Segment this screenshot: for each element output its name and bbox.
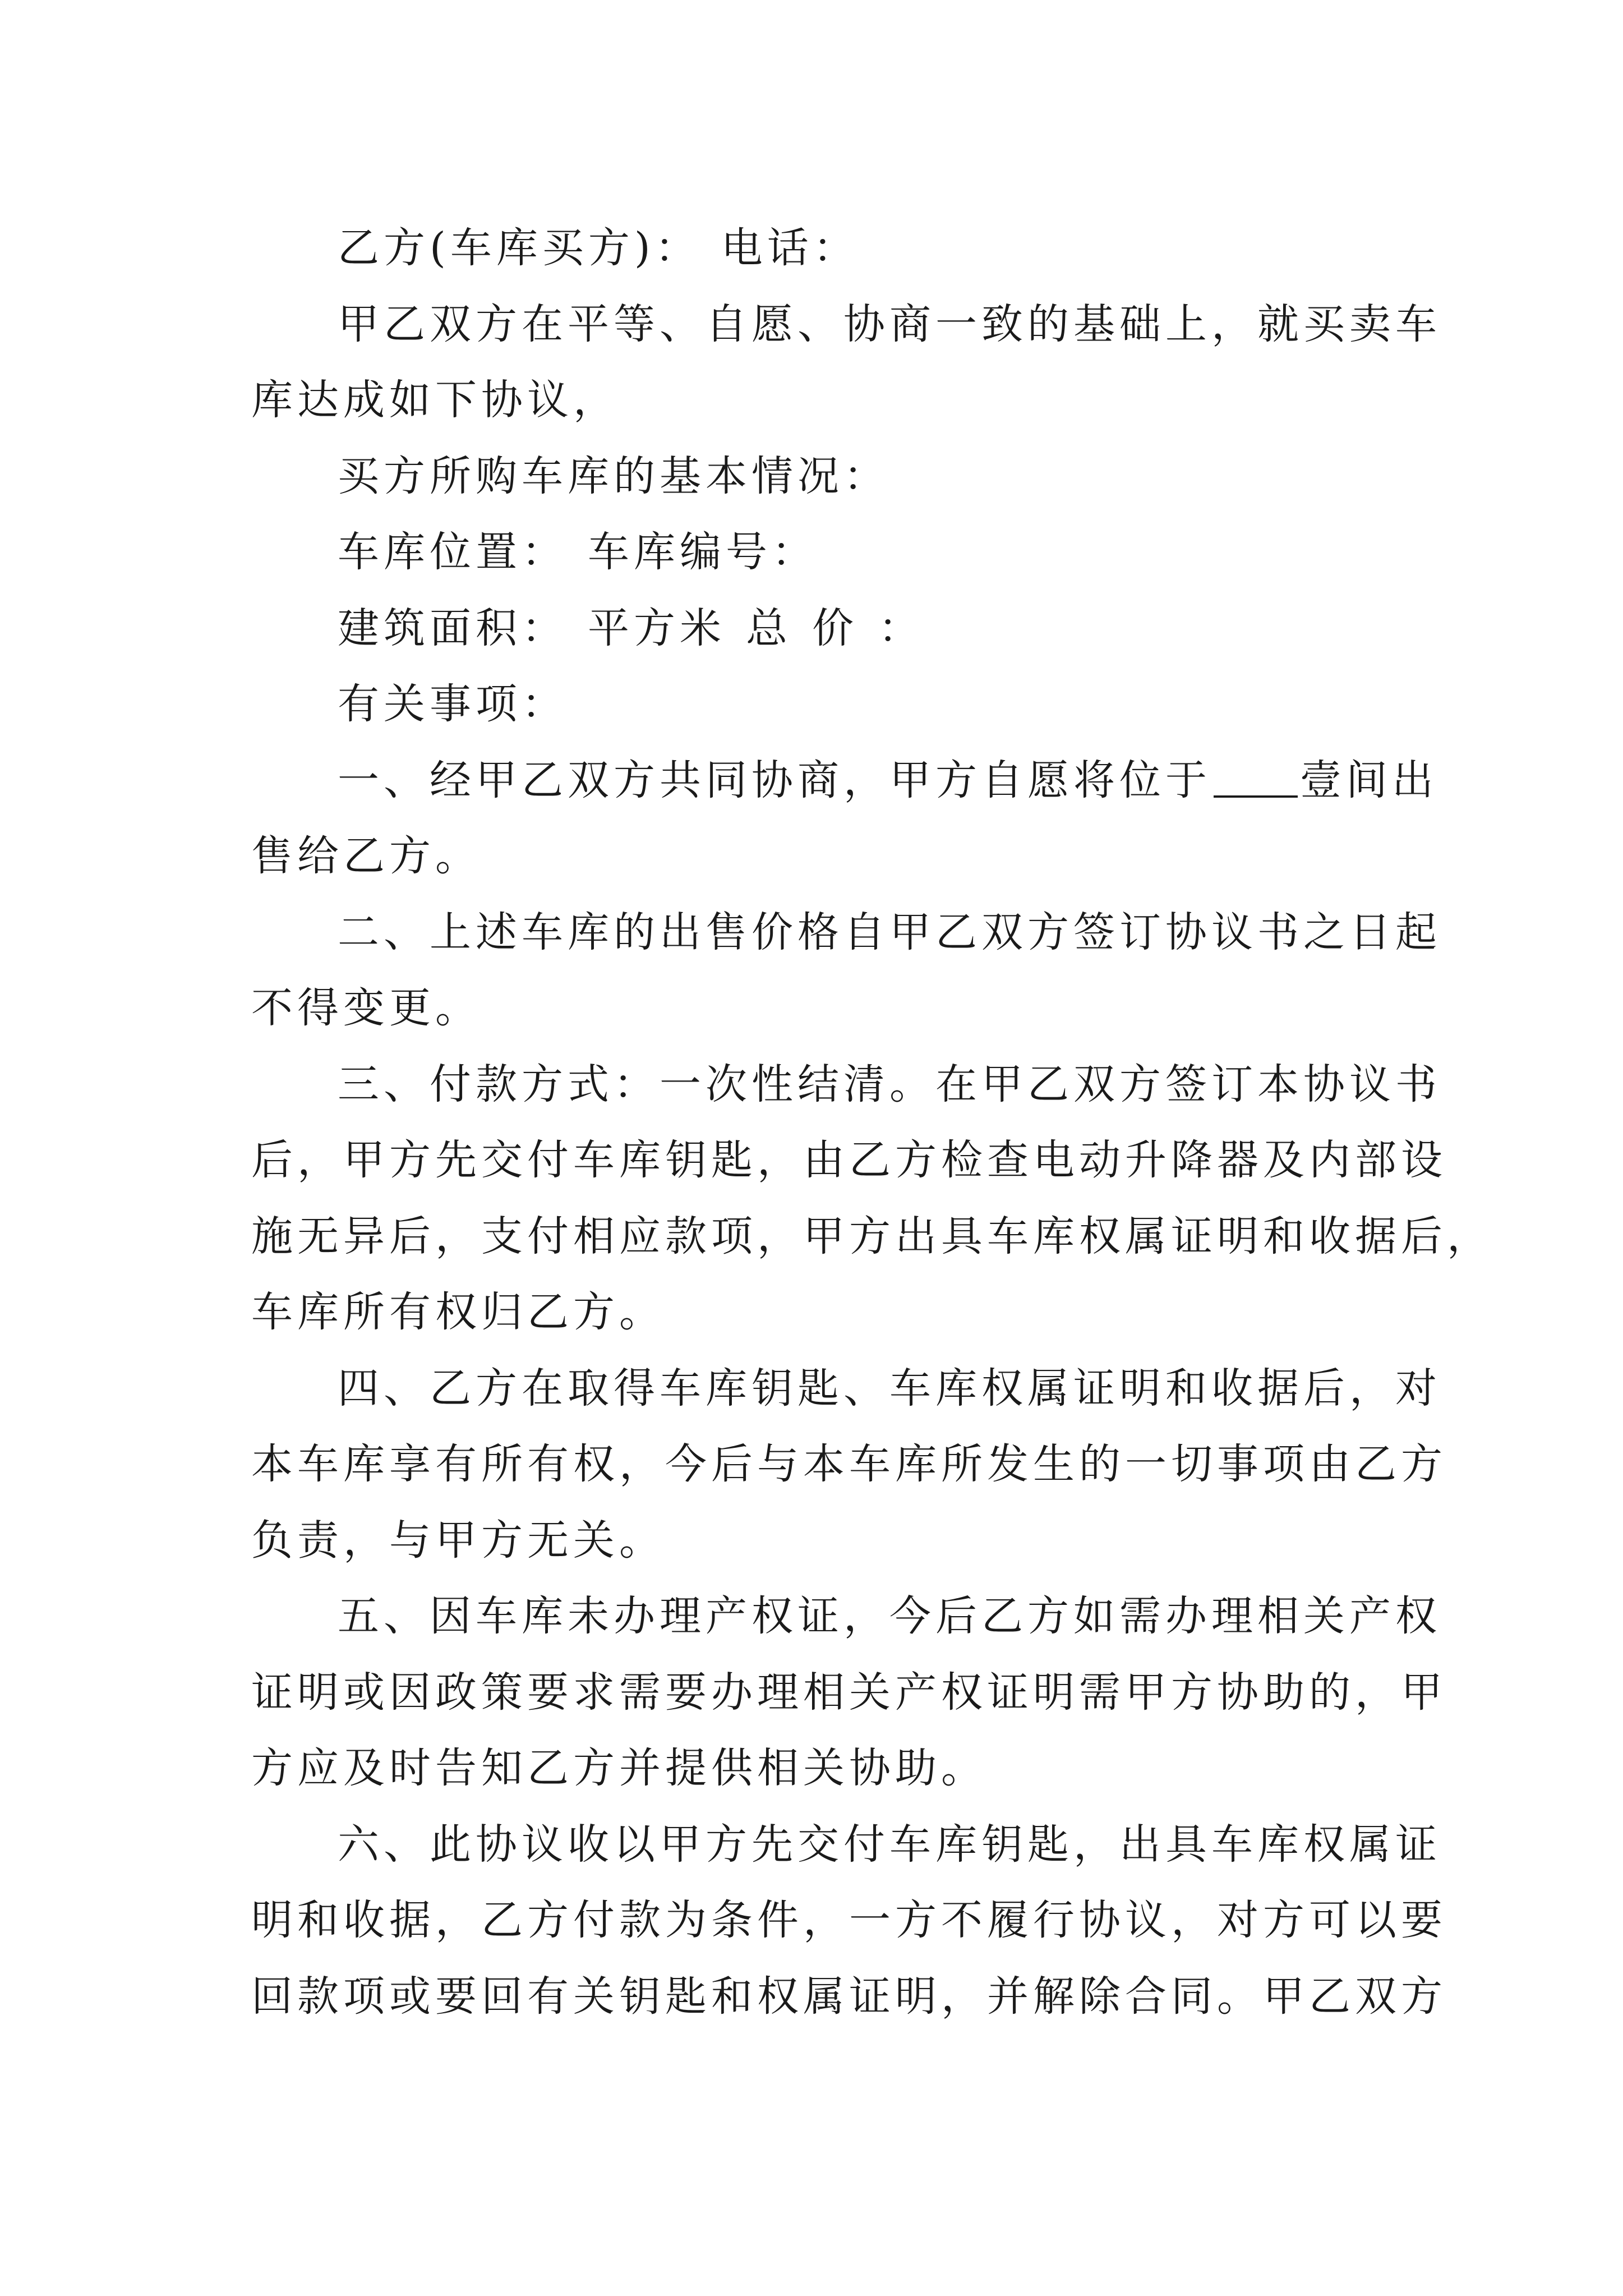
- clause-1-text-a: 一、经甲乙双方共同协商，甲方自愿将位于: [338, 756, 1211, 804]
- clause-3-line-4: 车库所有权归乙方。: [251, 1288, 665, 1336]
- clause-2-line-2: 不得变更。: [251, 984, 481, 1032]
- clause-4-line-3: 负责，与甲方无关。: [251, 1516, 665, 1565]
- clause-1-line-1: [251, 743, 1438, 819]
- contract-body: [251, 210, 1493, 2035]
- number-label: 车库编号：: [588, 528, 818, 576]
- clause-6-line-1: 六、此协议收以甲方先交付车库钥匙，出具车库权属证: [338, 1820, 1441, 1869]
- clause-5-line-3: 方应及时告知乙方并提供相关协助。: [251, 1744, 987, 1792]
- clause-3-line-3: 施无异后，支付相应款项，甲方出具车库权属证明和收据后，: [251, 1212, 1493, 1260]
- party-b-line: [251, 210, 1389, 287]
- total-label-b: 价: [812, 604, 858, 652]
- clause-3-line-1: 三、付款方式：一次性结清。在甲乙双方签订本协议书: [338, 1060, 1441, 1108]
- total-label-a: 总: [746, 604, 792, 652]
- intro-line-2: 库达成如下协议，: [251, 376, 619, 424]
- clause-5-line-2: 证明或因政策要求需要办理相关产权证明需甲方协助的，甲: [251, 1668, 1447, 1717]
- phone-label: 电话：: [721, 224, 859, 272]
- clause-4-line-2: 本车库享有所有权，今后与本车库所发生的一切事项由乙方: [251, 1440, 1447, 1488]
- total-colon: ：: [878, 604, 924, 652]
- location-label: 车库位置：: [338, 528, 568, 576]
- intro-line-1: 甲乙双方在平等、自愿、协商一致的基础上，就买卖车: [338, 300, 1441, 348]
- area-label: 建筑面积：: [338, 604, 568, 652]
- party-b-label: 乙方(车库买方)：: [338, 224, 701, 272]
- clause-6-line-2: 明和收据，乙方付款为条件，一方不履行协议，对方可以要: [251, 1896, 1447, 1944]
- clause-2-line-1: 二、上述车库的出售价格自甲乙双方签订协议书之日起: [338, 908, 1441, 956]
- clause-3-line-2: 后，甲方先交付车库钥匙，由乙方检查电动升降器及内部设: [251, 1136, 1447, 1184]
- clause-4-line-1: 四、乙方在取得车库钥匙、车库权属证明和收据后，对: [338, 1364, 1441, 1412]
- clause-5-line-1: 五、因车库未办理产权证，今后乙方如需办理相关产权: [338, 1592, 1441, 1640]
- clause-1-line-2: 售给乙方。: [251, 832, 481, 880]
- fill-in-blank: [1214, 795, 1298, 798]
- basics-heading: 买方所购车库的基本情况：: [338, 452, 889, 500]
- clause-1-text-b: 壹间出: [1300, 756, 1438, 804]
- area-line: [251, 591, 1389, 667]
- clause-6-line-3: 回款项或要回有关钥匙和权属证明，并解除合同。甲乙双方: [251, 1972, 1447, 2021]
- location-line: [251, 514, 1389, 591]
- area-unit: 平方米: [588, 604, 726, 652]
- matters-heading: 有关事项：: [338, 680, 568, 728]
